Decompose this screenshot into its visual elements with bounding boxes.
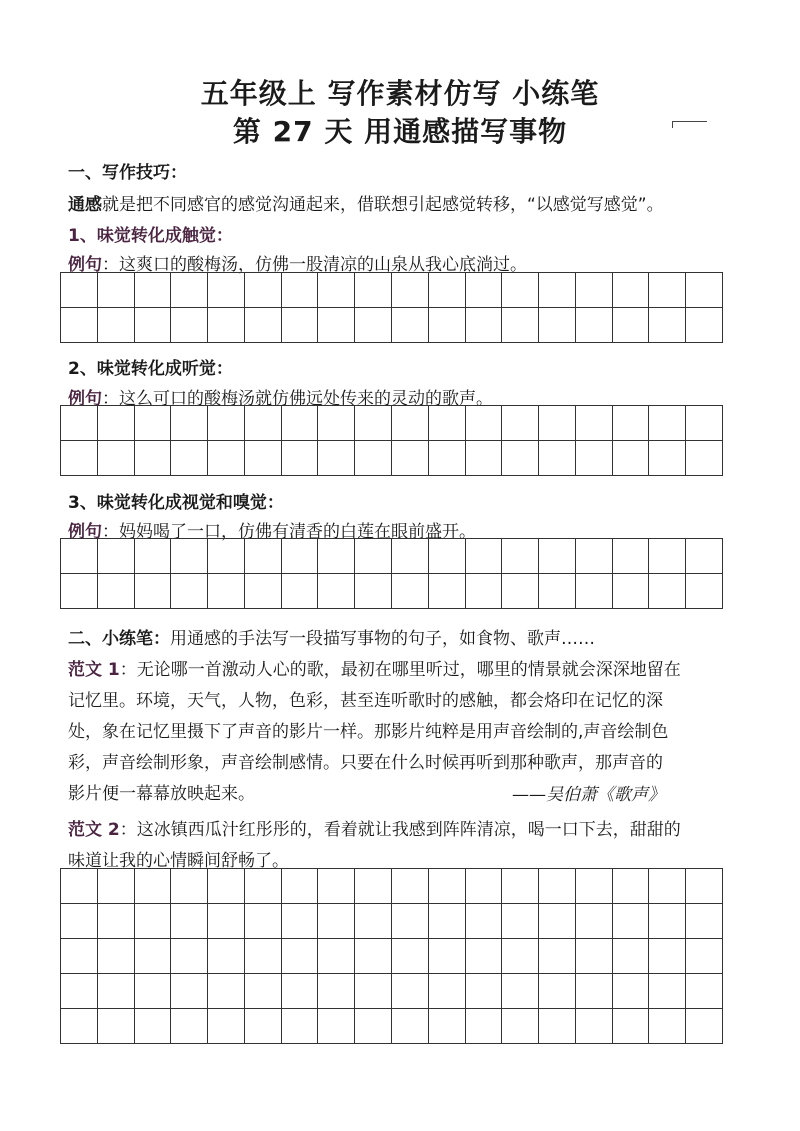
grid-cell[interactable] [355, 406, 392, 441]
grid-cell[interactable] [135, 273, 172, 308]
grid-cell[interactable] [429, 974, 466, 1009]
grid-cell[interactable] [61, 869, 98, 904]
grid-cell[interactable] [466, 406, 503, 441]
technique-intro [68, 190, 664, 215]
grid-cell[interactable] [282, 273, 319, 308]
grid-cell[interactable] [171, 904, 208, 939]
grid-cell[interactable] [245, 539, 282, 574]
grid-cell[interactable] [429, 308, 466, 343]
grid-cell[interactable] [245, 974, 282, 1009]
grid-cell[interactable] [318, 308, 355, 343]
grid-cell[interactable] [61, 939, 98, 974]
grid-cell[interactable] [613, 273, 650, 308]
writing-grid-1[interactable] [60, 272, 723, 343]
example-text: ：这爽口的酸梅汤，仿佛一股清凉的山泉从我心底淌过。 [102, 255, 527, 275]
grid-cell[interactable] [576, 574, 613, 609]
grid-cell[interactable] [98, 441, 135, 476]
grid-cell[interactable] [282, 869, 319, 904]
grid-cell[interactable] [613, 441, 650, 476]
grid-cell[interactable] [613, 974, 650, 1009]
grid-cell[interactable] [613, 539, 650, 574]
grid-cell[interactable] [613, 939, 650, 974]
grid-cell[interactable] [539, 441, 576, 476]
item2-heading: 2、味觉转化成听觉： [68, 359, 233, 379]
grid-cell[interactable] [466, 574, 503, 609]
grid-cell[interactable] [61, 974, 98, 1009]
example-text: ：这么可口的酸梅汤就仿佛远处传来的灵动的歌声。 [102, 389, 493, 409]
grid-cell[interactable] [355, 939, 392, 974]
grid-cell[interactable] [466, 869, 503, 904]
grid-cell[interactable] [282, 574, 319, 609]
intro-text: 就是把不同感官的感觉沟通起来，借联想引起感觉转移，“以感觉写感觉”。 [102, 195, 664, 215]
grid-cell[interactable] [392, 939, 429, 974]
grid-cell[interactable] [245, 406, 282, 441]
grid-cell[interactable] [502, 904, 539, 939]
grid-cell[interactable] [502, 308, 539, 343]
grid-cell[interactable] [282, 441, 319, 476]
grid-cell[interactable] [686, 308, 723, 343]
grid-cell[interactable] [98, 406, 135, 441]
grid-cell[interactable] [539, 273, 576, 308]
grid-cell[interactable] [502, 574, 539, 609]
grid-cell[interactable] [208, 939, 245, 974]
grid-cell[interactable] [208, 406, 245, 441]
grid-cell[interactable] [282, 939, 319, 974]
grid-cell[interactable] [98, 273, 135, 308]
grid-cell[interactable] [392, 869, 429, 904]
grid-cell[interactable] [208, 974, 245, 1009]
grid-cell[interactable] [539, 1009, 576, 1044]
grid-cell[interactable] [649, 406, 686, 441]
grid-cell[interactable] [576, 441, 613, 476]
grid-cell[interactable] [171, 441, 208, 476]
grid-cell[interactable] [686, 1009, 723, 1044]
grid-cell[interactable] [392, 441, 429, 476]
writing-grid-4[interactable] [60, 868, 723, 1044]
grid-cell[interactable] [429, 1009, 466, 1044]
grid-cell[interactable] [392, 1009, 429, 1044]
corner-mark-decoration [672, 121, 707, 128]
grid-cell[interactable] [355, 308, 392, 343]
grid-cell[interactable] [649, 904, 686, 939]
grid-cell[interactable] [171, 939, 208, 974]
grid-cell[interactable] [98, 869, 135, 904]
grid-cell[interactable] [61, 441, 98, 476]
grid-cell[interactable] [429, 574, 466, 609]
grid-cell[interactable] [98, 1009, 135, 1044]
grid-cell[interactable] [686, 441, 723, 476]
grid-cell[interactable] [318, 974, 355, 1009]
grid-cell[interactable] [392, 974, 429, 1009]
grid-cell[interactable] [355, 273, 392, 308]
grid-cell[interactable] [282, 308, 319, 343]
grid-cell[interactable] [392, 904, 429, 939]
grid-cell[interactable] [686, 869, 723, 904]
item1-heading: 1、味觉转化成触觉： [68, 226, 233, 246]
grid-cell[interactable] [245, 574, 282, 609]
grid-cell[interactable] [355, 904, 392, 939]
grid-cell[interactable] [135, 974, 172, 1009]
grid-cell[interactable] [245, 441, 282, 476]
page-title: 五年级上 写作素材仿写 小练笔 [200, 77, 600, 110]
grid-cell[interactable] [686, 574, 723, 609]
grid-cell[interactable] [649, 539, 686, 574]
sample2-line: 味道让我的心情瞬间舒畅了。 [68, 851, 289, 871]
grid-cell[interactable] [245, 1009, 282, 1044]
grid-cell[interactable] [502, 273, 539, 308]
grid-cell[interactable] [539, 939, 576, 974]
writing-grid-3[interactable] [60, 538, 723, 609]
grid-cell[interactable] [576, 406, 613, 441]
grid-cell[interactable] [613, 308, 650, 343]
grid-cell[interactable] [466, 904, 503, 939]
grid-cell[interactable] [613, 1009, 650, 1044]
grid-cell[interactable] [576, 539, 613, 574]
grid-cell[interactable] [392, 539, 429, 574]
grid-cell[interactable] [98, 539, 135, 574]
grid-cell[interactable] [649, 1009, 686, 1044]
grid-cell[interactable] [429, 869, 466, 904]
grid-cell[interactable] [392, 308, 429, 343]
grid-cell[interactable] [318, 1009, 355, 1044]
grid-cell[interactable] [208, 574, 245, 609]
grid-cell[interactable] [61, 1009, 98, 1044]
grid-cell[interactable] [98, 904, 135, 939]
sample2-line: 范文 2：这冰镇西瓜汁红彤彤的，看着就让我感到阵阵清凉，喝一口下去，甜甜的 [68, 820, 681, 840]
grid-cell[interactable] [282, 539, 319, 574]
grid-cell[interactable] [98, 974, 135, 1009]
sample1-line: 影片便一幕幕放映起来。 [68, 784, 255, 804]
grid-cell[interactable] [539, 574, 576, 609]
grid-cell[interactable] [539, 869, 576, 904]
grid-cell[interactable] [392, 273, 429, 308]
section1-heading: 一、写作技巧： [68, 163, 187, 183]
section2-heading: 二、小练笔： [68, 629, 170, 649]
page-subtitle: 第 27 天 用通感描写事物 [232, 115, 568, 148]
grid-cell[interactable] [686, 539, 723, 574]
grid-cell[interactable] [208, 869, 245, 904]
grid-cell[interactable] [171, 539, 208, 574]
grid-cell[interactable] [466, 974, 503, 1009]
sample1-line: 记忆里。环境，天气，人物，色彩，甚至连听歌时的感触，都会烙印在记忆的深 [68, 691, 663, 711]
grid-cell[interactable] [429, 939, 466, 974]
grid-cell[interactable] [429, 406, 466, 441]
grid-cell[interactable] [355, 574, 392, 609]
grid-cell[interactable] [171, 1009, 208, 1044]
grid-cell[interactable] [98, 939, 135, 974]
grid-cell[interactable] [245, 904, 282, 939]
example-label: 例句 [68, 522, 102, 542]
grid-cell[interactable] [208, 441, 245, 476]
grid-cell[interactable] [649, 939, 686, 974]
grid-cell[interactable] [576, 308, 613, 343]
grid-cell[interactable] [686, 273, 723, 308]
grid-cell[interactable] [466, 308, 503, 343]
grid-cell[interactable] [318, 574, 355, 609]
grid-cell[interactable] [502, 939, 539, 974]
grid-cell[interactable] [539, 308, 576, 343]
section2-heading-line [68, 624, 595, 649]
grid-cell[interactable] [392, 574, 429, 609]
grid-cell[interactable] [576, 273, 613, 308]
grid-cell[interactable] [466, 273, 503, 308]
grid-cell[interactable] [135, 939, 172, 974]
grid-cell[interactable] [245, 939, 282, 974]
grid-cell[interactable] [98, 574, 135, 609]
grid-cell[interactable] [318, 406, 355, 441]
sample1-label: 范文 1 [68, 660, 120, 680]
grid-cell[interactable] [355, 539, 392, 574]
grid-cell[interactable] [613, 406, 650, 441]
section2-prompt: 用通感的手法写一段描写事物的句子，如食物、歌声…… [170, 629, 595, 649]
grid-cell[interactable] [355, 441, 392, 476]
grid-cell[interactable] [539, 904, 576, 939]
example-text: ：妈妈喝了一口，仿佛有清香的白莲在眼前盛开。 [102, 522, 476, 542]
grid-cell[interactable] [576, 974, 613, 1009]
grid-cell[interactable] [539, 539, 576, 574]
grid-cell[interactable] [208, 308, 245, 343]
grid-cell[interactable] [171, 574, 208, 609]
sample1-line: 处，象在记忆里摄下了声音的影片一样。那影片纯粹是用声音绘制的,声音绘制色 [68, 722, 669, 742]
grid-cell[interactable] [135, 539, 172, 574]
grid-cell[interactable] [686, 939, 723, 974]
grid-cell[interactable] [576, 939, 613, 974]
grid-cell[interactable] [171, 406, 208, 441]
grid-cell[interactable] [576, 1009, 613, 1044]
grid-cell[interactable] [318, 869, 355, 904]
sample2-label: 范文 2 [68, 820, 120, 840]
sample1-author: ——吴伯萧《歌声》 [512, 785, 665, 805]
grid-cell[interactable] [613, 574, 650, 609]
grid-cell[interactable] [98, 308, 135, 343]
grid-cell[interactable] [171, 869, 208, 904]
grid-cell[interactable] [686, 904, 723, 939]
grid-cell[interactable] [686, 406, 723, 441]
grid-cell[interactable] [502, 441, 539, 476]
grid-cell[interactable] [282, 1009, 319, 1044]
grid-cell[interactable] [245, 308, 282, 343]
grid-cell[interactable] [355, 1009, 392, 1044]
grid-cell[interactable] [466, 441, 503, 476]
grid-cell[interactable] [355, 869, 392, 904]
grid-cell[interactable] [61, 539, 98, 574]
grid-cell[interactable] [135, 904, 172, 939]
grid-cell[interactable] [466, 1009, 503, 1044]
example-label: 例句 [68, 255, 102, 275]
grid-cell[interactable] [502, 406, 539, 441]
grid-cell[interactable] [171, 308, 208, 343]
intro-term: 通感 [68, 195, 102, 215]
grid-cell[interactable] [318, 904, 355, 939]
grid-cell[interactable] [61, 308, 98, 343]
grid-cell[interactable] [392, 406, 429, 441]
grid-cell[interactable] [649, 974, 686, 1009]
grid-cell[interactable] [613, 904, 650, 939]
grid-cell[interactable] [429, 273, 466, 308]
sample1-line: 彩，声音绘制形象，声音绘制感情。只要在什么时候再听到那种歌声，那声音的 [68, 753, 663, 773]
grid-cell[interactable] [171, 974, 208, 1009]
grid-cell[interactable] [355, 974, 392, 1009]
grid-cell[interactable] [539, 406, 576, 441]
grid-cell[interactable] [282, 904, 319, 939]
grid-cell[interactable] [135, 574, 172, 609]
grid-cell[interactable] [649, 308, 686, 343]
grid-cell[interactable] [61, 273, 98, 308]
grid-cell[interactable] [282, 406, 319, 441]
grid-cell[interactable] [576, 869, 613, 904]
grid-cell[interactable] [502, 974, 539, 1009]
grid-cell[interactable] [502, 869, 539, 904]
grid-cell[interactable] [318, 273, 355, 308]
grid-cell[interactable] [208, 539, 245, 574]
item3-heading: 3、味觉转化成视觉和嗅觉： [68, 493, 284, 513]
grid-cell[interactable] [135, 308, 172, 343]
example-label: 例句 [68, 389, 102, 409]
grid-cell[interactable] [649, 574, 686, 609]
grid-cell[interactable] [61, 574, 98, 609]
grid-cell[interactable] [502, 1009, 539, 1044]
grid-cell[interactable] [282, 974, 319, 1009]
grid-cell[interactable] [61, 904, 98, 939]
grid-cell[interactable] [171, 273, 208, 308]
grid-cell[interactable] [318, 441, 355, 476]
grid-cell[interactable] [135, 869, 172, 904]
grid-cell[interactable] [135, 406, 172, 441]
grid-cell[interactable] [649, 441, 686, 476]
grid-cell[interactable] [466, 539, 503, 574]
grid-cell[interactable] [208, 904, 245, 939]
grid-cell[interactable] [135, 441, 172, 476]
grid-cell[interactable] [318, 939, 355, 974]
grid-cell[interactable] [245, 869, 282, 904]
sample1-line: 范文 1：无论哪一首激动人心的歌，最初在哪里听过，哪里的情景就会深深地留在 [68, 660, 681, 680]
grid-cell[interactable] [576, 904, 613, 939]
grid-cell[interactable] [429, 539, 466, 574]
grid-cell[interactable] [466, 939, 503, 974]
grid-cell[interactable] [429, 441, 466, 476]
grid-cell[interactable] [502, 539, 539, 574]
grid-cell[interactable] [208, 1009, 245, 1044]
writing-grid-2[interactable] [60, 405, 723, 476]
grid-cell[interactable] [429, 904, 466, 939]
grid-cell[interactable] [318, 539, 355, 574]
grid-cell[interactable] [61, 406, 98, 441]
grid-cell[interactable] [649, 273, 686, 308]
grid-cell[interactable] [686, 974, 723, 1009]
grid-cell[interactable] [613, 869, 650, 904]
grid-cell[interactable] [539, 974, 576, 1009]
grid-cell[interactable] [208, 273, 245, 308]
grid-cell[interactable] [245, 273, 282, 308]
grid-cell[interactable] [135, 1009, 172, 1044]
grid-cell[interactable] [649, 869, 686, 904]
